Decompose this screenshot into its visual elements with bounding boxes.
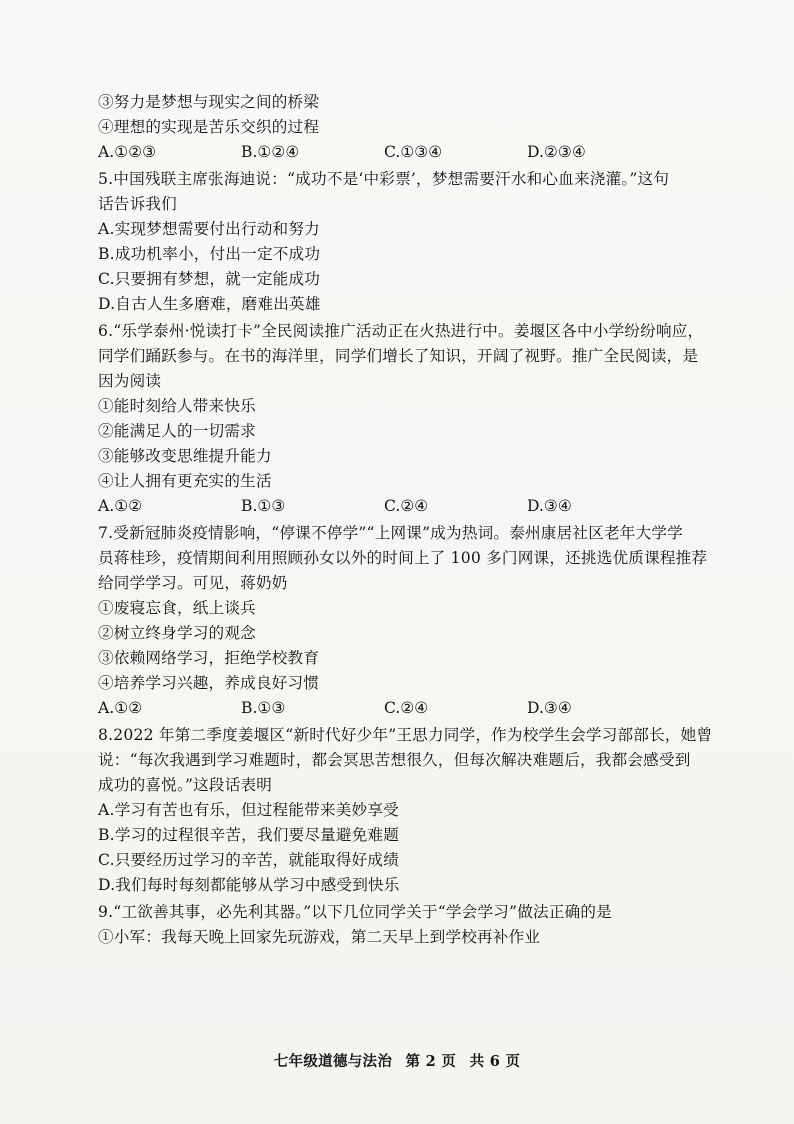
question-5-option-a: A.实现梦想需要付出行动和努力 [98,220,320,238]
option-line: ③努力是梦想与现实之间的桥梁 [98,93,320,111]
question-6-stem: 因为阅读 [98,372,162,390]
question-6-item: ③能够改变思维提升能力 [98,447,272,465]
choice-a: A.①② [98,699,143,717]
question-5-option-b: B.成功机率小，付出一定不成功 [98,245,321,263]
question-5-stem: 话告诉我们 [98,195,177,213]
question-7-item: ④培养学习兴趣，养成良好习惯 [98,674,320,692]
question-7-stem: 给同学学习。可见，蒋奶奶 [98,574,288,592]
question-8-option-b: B.学习的过程很辛苦，我们要尽量避免难题 [98,826,400,844]
choice-d: D.③④ [527,699,572,717]
question-8-option-c: C.只要经历过学习的辛苦，就能取得好成绩 [98,851,400,869]
choice-c: C.②④ [384,699,429,717]
question-6-stem: 同学们踊跃参与。在书的海洋里，同学们增长了知识，开阔了视野。推广全民阅读，是 [98,347,699,365]
option-line: ④理想的实现是苦乐交织的过程 [98,118,320,136]
footer-page-number: 第 2 页 [405,1053,457,1070]
footer-subject: 七年级道德与法治 [273,1053,393,1070]
choice-a: A.①②③ [98,143,157,161]
question-6-item: ②能满足人的一切需求 [98,422,256,440]
question-5-option-d: D.自古人生多磨难，磨难出英雄 [98,295,321,313]
page-content [98,90,728,950]
choice-a: A.①② [98,497,143,515]
question-8-stem: 成功的喜悦。”这段话表明 [98,776,273,794]
answer-choices-q4 [98,140,728,165]
question-7-stem: 员蒋桂珍，疫情期间利用照顾孙女以外的时间上了 100 多门网课，还挑选优质课程推荐 [98,549,708,567]
choice-d: D.②③④ [527,143,586,161]
question-8-option-d: D.我们每时每刻都能够从学习中感受到快乐 [98,876,400,894]
choice-b: B.①②④ [241,143,300,161]
question-5-option-c: C.只要拥有梦想，就一定能成功 [98,270,321,288]
question-8-stem: 8.2022 年第二季度姜堰区“新时代好少年”王思力同学，作为校学生会学习部部长，她曾 [98,726,713,744]
question-7-stem: 7.受新冠肺炎疫情影响，“停课不停学”“上网课”成为热词。泰州康居社区老年大学学 [98,524,683,542]
question-7-item: ③依赖网络学习，拒绝学校教育 [98,649,320,667]
question-6-item: ①能时刻给人带来快乐 [98,397,256,415]
answer-choices-q6 [98,494,728,519]
question-5-stem: 5.中国残联主席张海迪说：“成功不是‘中彩票’，梦想需要汗水和心血来浇灌。”这句 [98,170,670,188]
question-6-item: ④让人拥有更充实的生活 [98,472,272,490]
choice-d: D.③④ [527,497,572,515]
question-9-item: ①小军：我每天晚上回家先玩游戏，第二天早上到学校再补作业 [98,928,541,946]
question-6-stem: 6.“乐学泰州·悦读打卡”全民阅读推广活动正在火热进行中。姜堰区各中小学纷纷响应， [98,322,704,340]
answer-choices-q7 [98,696,728,721]
choice-c: C.①③④ [384,143,443,161]
choice-c: C.②④ [384,497,429,515]
question-8-stem: 说：“每次我遇到学习难题时，都会冥思苦想很久，但每次解决难题后，我都会感受到 [98,751,691,769]
question-7-item: ①废寝忘食，纸上谈兵 [98,599,256,617]
page-footer [0,1050,794,1071]
question-7-item: ②树立终身学习的观念 [98,624,256,642]
question-9-stem: 9.“工欲善其事，必先利其器。”以下几位同学关于“学会学习”做法正确的是 [98,903,612,921]
choice-b: B.①③ [241,699,286,717]
question-8-option-a: A.学习有苦也有乐，但过程能带来美妙享受 [98,801,399,819]
footer-total-pages: 共 6 页 [469,1053,521,1070]
choice-b: B.①③ [241,497,286,515]
